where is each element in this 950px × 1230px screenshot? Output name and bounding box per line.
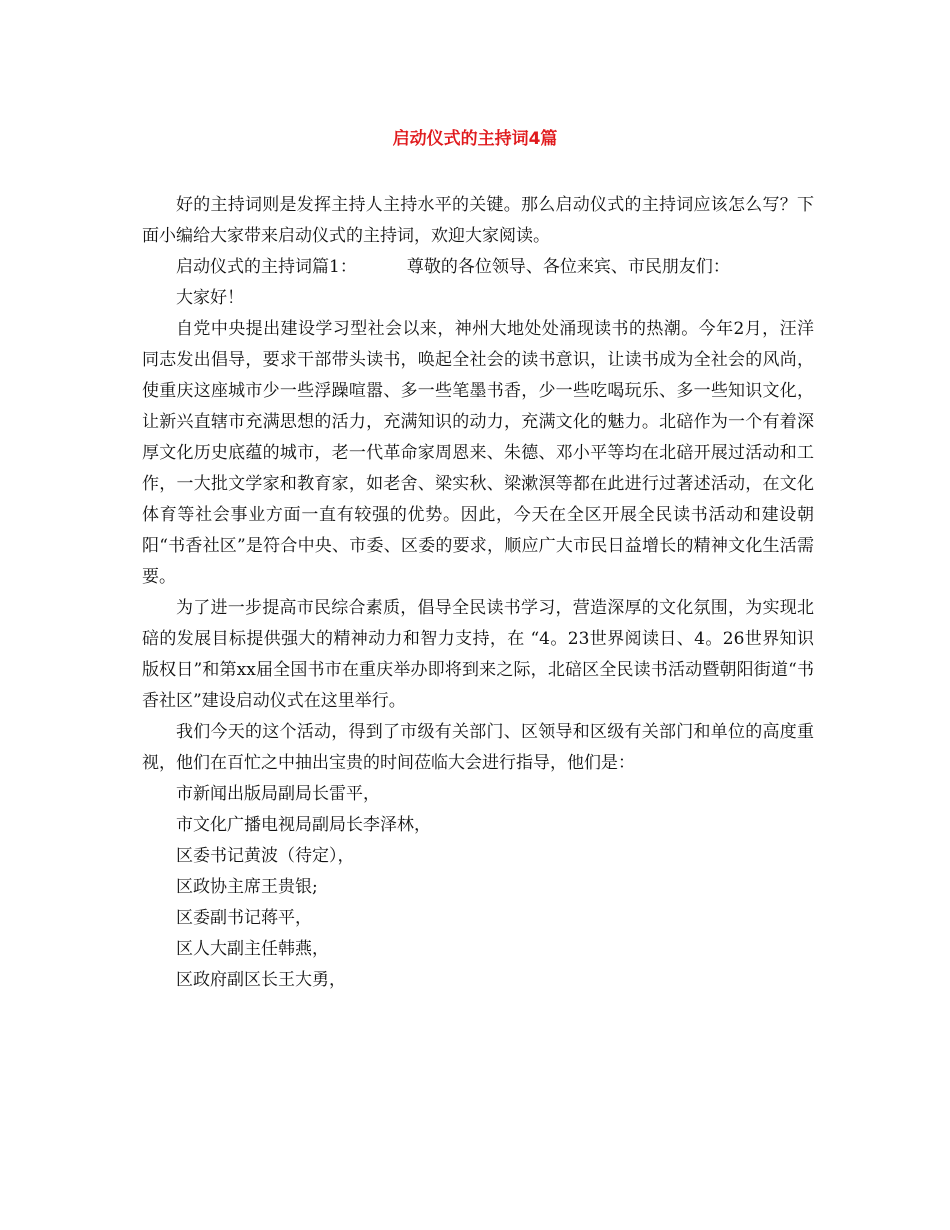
guest-item: 区委书记黄波（待定）， bbox=[176, 846, 355, 866]
guest-item: 市文化广播电视局副局长李泽林， bbox=[176, 815, 431, 835]
guest-item: 区政府副区长王大勇， bbox=[176, 970, 346, 990]
document-body bbox=[142, 190, 814, 996]
document-title: 启动仪式的主持词4篇 bbox=[392, 129, 558, 149]
body-paragraph: 为了进一步提高市民综合素质，倡导全民读书学习，营造深厚的文化氛围，为实现北碚的发展目标提供强大的精神动力和智力支持，在 “4。23世界阅读日、4。26世界知识版权日”和第xx届全国书市在重庆举办即将到来之际，北碚区全民读书活动暨朝阳街道“书香社区”建设启动仪式在这里举行。 bbox=[142, 598, 814, 711]
intro-paragraph: 好的主持词则是发挥主持人主持水平的关键。那么启动仪式的主持词应该怎么写？下面小编给大家带来启动仪式的主持词，欢迎大家阅读。 bbox=[142, 195, 814, 246]
guest-item: 区人大副主任韩燕， bbox=[176, 939, 329, 959]
body-paragraph: 自党中央提出建设学习型社会以来，神州大地处处涌现读书的热潮。今年2月，汪洋同志发出倡导，要求干部带头读书，唤起全社会的读书意识，让读书成为全社会的风尚，使重庆这座城市少一些浮躁喧嚣、多一些笔墨书香，少一些吃喝玩乐、多一些知识文化，让新兴直辖市充满思想的活力，充满知识的动力，充满文化的魅力。北碚作为一个有着深厚文化历史底蕴的城市，老一代革命家周恩来、朱德、邓小平等均在北碚开展过活动和工作，一大批文学家和教育家，如老舍、梁实秋、梁漱溟等都在此进行过著述活动，在文化体育等社会事业方面一直有较强的优势。因此，今天在全区开展全民读书活动和建设朝阳“书香社区”是符合中央、市委、区委的要求，顺应广大市民日益增长的精神文化生活需要。 bbox=[142, 319, 814, 587]
guest-item: 区政协主席王贵银; bbox=[176, 877, 318, 897]
guest-item: 区委副书记蒋平， bbox=[176, 908, 312, 928]
guest-item: 市新闻出版局副局长雷平， bbox=[176, 784, 380, 804]
section-heading-line bbox=[142, 252, 814, 283]
salutation: 尊敬的各位领导、各位来宾、市民朋友们： bbox=[406, 257, 730, 277]
body-paragraph: 我们今天的这个活动，得到了市级有关部门、区领导和区级有关部门和单位的高度重视，他们在百忙之中抽出宝贵的时间莅临大会进行指导，他们是： bbox=[142, 722, 814, 773]
section-label: 启动仪式的主持词篇1： bbox=[176, 257, 357, 277]
guest-list bbox=[142, 779, 814, 996]
greeting: 大家好！ bbox=[176, 288, 244, 308]
